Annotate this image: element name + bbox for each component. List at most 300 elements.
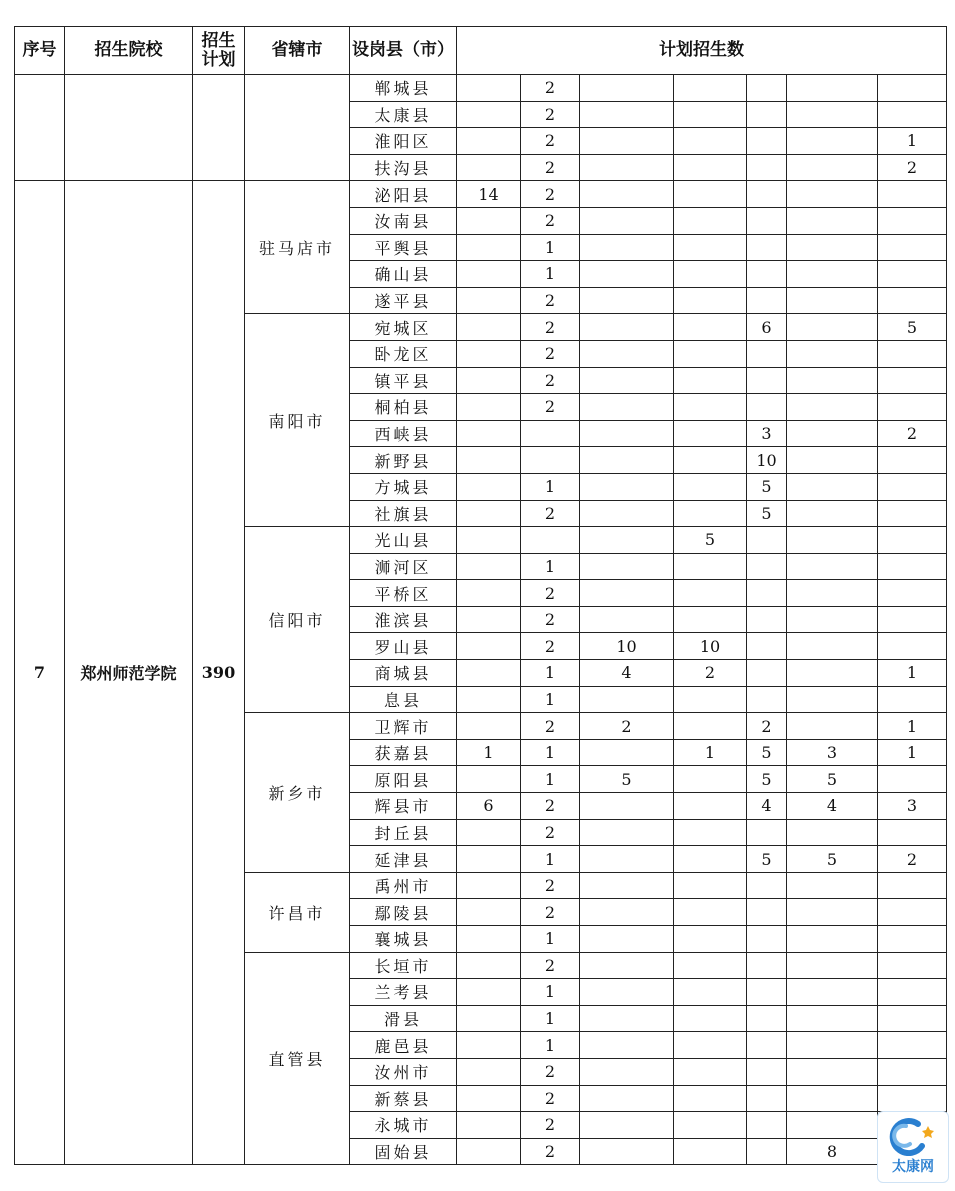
quota-cell (787, 207, 878, 234)
county-cell: 太康县 (350, 101, 457, 128)
county-cell: 兰考县 (350, 979, 457, 1006)
quota-cell (457, 686, 521, 713)
quota-cell (521, 447, 580, 474)
quota-cell: 2 (521, 606, 580, 633)
quota-cell: 1 (521, 846, 580, 873)
quota-cell (580, 181, 674, 208)
quota-cell (747, 75, 787, 102)
quota-cell (747, 287, 787, 314)
quota-cell: 1 (521, 926, 580, 953)
seq-cell-carryover (15, 75, 65, 181)
quota-cell (674, 181, 747, 208)
quota-cell (787, 181, 878, 208)
quota-cell (580, 128, 674, 155)
quota-cell (878, 580, 947, 607)
quota-cell (580, 527, 674, 554)
quota-cell: 2 (521, 154, 580, 181)
quota-cell: 6 (747, 314, 787, 341)
quota-cell (878, 447, 947, 474)
quota-cell (674, 340, 747, 367)
quota-cell (747, 181, 787, 208)
quota-cell (747, 1058, 787, 1085)
quota-cell: 2 (521, 819, 580, 846)
quota-cell (580, 899, 674, 926)
quota-cell (878, 979, 947, 1006)
quota-cell (457, 234, 521, 261)
quota-cell (580, 1085, 674, 1112)
quota-cell (787, 952, 878, 979)
quota-cell (674, 234, 747, 261)
header-county: 设岗县（市） (350, 27, 457, 75)
quota-cell (457, 1058, 521, 1085)
quota-cell (457, 340, 521, 367)
quota-cell (457, 766, 521, 793)
table-row (15, 181, 947, 208)
quota-cell (787, 367, 878, 394)
quota-cell (787, 553, 878, 580)
quota-cell (878, 473, 947, 500)
quota-cell (787, 261, 878, 288)
county-cell: 光山县 (350, 527, 457, 554)
city-cell: 驻马店市 (245, 181, 350, 314)
county-cell: 原阳县 (350, 766, 457, 793)
quota-cell (674, 766, 747, 793)
quota-cell: 14 (457, 181, 521, 208)
county-cell: 延津县 (350, 846, 457, 873)
quota-cell (580, 234, 674, 261)
quota-cell: 2 (580, 713, 674, 740)
quota-cell (457, 287, 521, 314)
quota-cell: 2 (521, 181, 580, 208)
quota-cell (747, 926, 787, 953)
quota-cell (787, 1112, 878, 1139)
quota-cell (457, 1005, 521, 1032)
quota-cell (787, 420, 878, 447)
quota-cell: 2 (521, 367, 580, 394)
quota-cell: 5 (747, 500, 787, 527)
quota-cell: 5 (878, 314, 947, 341)
quota-cell: 5 (787, 846, 878, 873)
county-cell: 罗山县 (350, 633, 457, 660)
quota-cell (747, 1112, 787, 1139)
quota-cell: 1 (521, 686, 580, 713)
quota-cell: 5 (747, 739, 787, 766)
watermark-logo (877, 1111, 949, 1183)
quota-cell (674, 101, 747, 128)
quota-cell (457, 394, 521, 421)
county-cell: 平舆县 (350, 234, 457, 261)
quota-cell (878, 101, 947, 128)
institution-cell-carryover (65, 75, 193, 181)
county-cell: 扶沟县 (350, 154, 457, 181)
quota-cell (457, 606, 521, 633)
quota-cell (787, 527, 878, 554)
quota-cell (747, 394, 787, 421)
quota-cell: 2 (521, 713, 580, 740)
city-cell-carryover (245, 75, 350, 181)
quota-cell (747, 952, 787, 979)
quota-cell (674, 713, 747, 740)
quota-cell: 2 (521, 872, 580, 899)
quota-cell (878, 181, 947, 208)
quota-cell (747, 154, 787, 181)
quota-cell (580, 846, 674, 873)
quota-cell: 3 (878, 793, 947, 820)
quota-cell (457, 979, 521, 1006)
quota-cell (457, 553, 521, 580)
quota-cell (674, 1032, 747, 1059)
quota-cell (580, 1138, 674, 1165)
quota-cell (787, 101, 878, 128)
quota-cell (580, 500, 674, 527)
quota-cell: 2 (521, 75, 580, 102)
quota-cell (674, 261, 747, 288)
header-seq: 序号 (15, 27, 65, 75)
quota-cell: 10 (747, 447, 787, 474)
county-cell: 平桥区 (350, 580, 457, 607)
quota-cell (457, 1112, 521, 1139)
quota-cell: 2 (521, 899, 580, 926)
quota-cell: 2 (521, 340, 580, 367)
quota-cell (580, 1112, 674, 1139)
quota-cell (457, 872, 521, 899)
quota-cell (787, 606, 878, 633)
quota-cell (457, 75, 521, 102)
county-cell: 鄢陵县 (350, 899, 457, 926)
quota-cell (580, 926, 674, 953)
institution-cell: 郑州师范学院 (65, 181, 193, 1165)
quota-cell: 1 (878, 660, 947, 687)
quota-cell (457, 899, 521, 926)
quota-cell (747, 1032, 787, 1059)
quota-cell (747, 899, 787, 926)
county-cell: 固始县 (350, 1138, 457, 1165)
quota-cell (580, 793, 674, 820)
quota-cell (787, 660, 878, 687)
quota-cell (787, 819, 878, 846)
quota-cell (674, 979, 747, 1006)
quota-cell (580, 606, 674, 633)
quota-cell (747, 234, 787, 261)
quota-cell (674, 1005, 747, 1032)
quota-cell (878, 75, 947, 102)
quota-cell (747, 1005, 787, 1032)
quota-cell: 3 (747, 420, 787, 447)
quota-cell: 10 (674, 633, 747, 660)
quota-cell (457, 473, 521, 500)
quota-cell: 2 (521, 128, 580, 155)
quota-cell (878, 633, 947, 660)
quota-cell (457, 846, 521, 873)
quota-cell (674, 447, 747, 474)
quota-cell (747, 553, 787, 580)
quota-cell: 1 (878, 713, 947, 740)
quota-cell: 2 (521, 1112, 580, 1139)
taikang-logo-icon (878, 1116, 948, 1156)
city-cell: 南阳市 (245, 314, 350, 527)
quota-cell: 2 (878, 420, 947, 447)
quota-cell: 5 (787, 766, 878, 793)
quota-cell: 5 (580, 766, 674, 793)
quota-cell (580, 261, 674, 288)
quota-cell (674, 553, 747, 580)
quota-cell (787, 75, 878, 102)
quota-cell (747, 660, 787, 687)
quota-cell (580, 979, 674, 1006)
quota-cell (878, 766, 947, 793)
quota-cell (878, 899, 947, 926)
quota-cell: 4 (787, 793, 878, 820)
quota-cell (747, 367, 787, 394)
quota-cell (580, 686, 674, 713)
quota-cell (787, 580, 878, 607)
quota-cell: 8 (787, 1138, 878, 1165)
quota-cell (674, 580, 747, 607)
county-cell: 确山县 (350, 261, 457, 288)
quota-cell (878, 394, 947, 421)
quota-cell: 5 (674, 527, 747, 554)
header-quota: 计划招生数 (457, 27, 947, 75)
quota-cell (674, 1085, 747, 1112)
quota-cell (878, 872, 947, 899)
quota-cell (674, 606, 747, 633)
county-cell: 新蔡县 (350, 1085, 457, 1112)
header-row (15, 27, 947, 75)
quota-cell: 1 (674, 739, 747, 766)
quota-cell: 2 (521, 394, 580, 421)
quota-cell: 5 (747, 766, 787, 793)
quota-cell (674, 75, 747, 102)
quota-cell (580, 553, 674, 580)
quota-cell (787, 872, 878, 899)
county-cell: 浉河区 (350, 553, 457, 580)
county-cell: 汝南县 (350, 207, 457, 234)
quota-cell (747, 1085, 787, 1112)
quota-cell (674, 314, 747, 341)
quota-cell (878, 686, 947, 713)
county-cell: 新野县 (350, 447, 457, 474)
quota-cell (787, 500, 878, 527)
quota-cell (787, 314, 878, 341)
quota-cell (580, 340, 674, 367)
quota-cell (787, 979, 878, 1006)
quota-cell (674, 899, 747, 926)
quota-cell: 1 (878, 128, 947, 155)
quota-cell (787, 287, 878, 314)
quota-cell (674, 1138, 747, 1165)
watermark-label: 太康网 (892, 1159, 934, 1175)
quota-cell (457, 1138, 521, 1165)
quota-cell (580, 473, 674, 500)
county-cell: 辉县市 (350, 793, 457, 820)
header-city: 省辖市 (245, 27, 350, 75)
quota-cell: 1 (521, 261, 580, 288)
quota-cell (787, 234, 878, 261)
quota-cell: 2 (521, 793, 580, 820)
quota-cell: 2 (521, 633, 580, 660)
quota-cell (747, 340, 787, 367)
quota-cell (878, 287, 947, 314)
quota-cell (747, 606, 787, 633)
quota-cell (674, 500, 747, 527)
county-cell: 镇平县 (350, 367, 457, 394)
quota-cell: 2 (878, 154, 947, 181)
quota-cell (457, 633, 521, 660)
quota-cell: 1 (521, 766, 580, 793)
quota-cell (878, 606, 947, 633)
quota-cell (674, 128, 747, 155)
header-plan: 招生 计划 (193, 27, 245, 75)
quota-cell (787, 899, 878, 926)
quota-cell (580, 394, 674, 421)
county-cell: 宛城区 (350, 314, 457, 341)
quota-cell (787, 1085, 878, 1112)
quota-cell (580, 1032, 674, 1059)
seq-cell: 7 (15, 181, 65, 1165)
quota-cell (674, 686, 747, 713)
quota-cell (580, 1058, 674, 1085)
quota-cell (878, 340, 947, 367)
quota-cell: 4 (580, 660, 674, 687)
quota-cell (521, 420, 580, 447)
quota-cell: 2 (674, 660, 747, 687)
county-cell: 方城县 (350, 473, 457, 500)
county-cell: 获嘉县 (350, 739, 457, 766)
county-cell: 淮滨县 (350, 606, 457, 633)
quota-cell (787, 633, 878, 660)
quota-cell (457, 154, 521, 181)
quota-cell (878, 207, 947, 234)
city-cell: 信阳市 (245, 527, 350, 713)
county-cell: 泌阳县 (350, 181, 457, 208)
quota-cell: 6 (457, 793, 521, 820)
quota-cell (747, 979, 787, 1006)
quota-cell (674, 420, 747, 447)
county-cell: 西峡县 (350, 420, 457, 447)
quota-cell (674, 872, 747, 899)
quota-cell (674, 473, 747, 500)
quota-cell: 1 (521, 660, 580, 687)
quota-cell (457, 660, 521, 687)
quota-cell (747, 527, 787, 554)
quota-cell: 5 (747, 846, 787, 873)
quota-cell (674, 154, 747, 181)
plan-cell-carryover (193, 75, 245, 181)
quota-cell: 1 (521, 473, 580, 500)
quota-cell (674, 1058, 747, 1085)
quota-cell (674, 819, 747, 846)
quota-cell: 5 (747, 473, 787, 500)
quota-cell (878, 1058, 947, 1085)
county-cell: 卫辉市 (350, 713, 457, 740)
quota-cell: 3 (787, 739, 878, 766)
quota-cell: 2 (521, 314, 580, 341)
table-body (15, 75, 947, 1165)
county-cell: 长垣市 (350, 952, 457, 979)
quota-cell (674, 287, 747, 314)
quota-cell (580, 367, 674, 394)
quota-cell (457, 1085, 521, 1112)
county-cell: 永城市 (350, 1112, 457, 1139)
quota-cell (457, 926, 521, 953)
county-cell: 息县 (350, 686, 457, 713)
quota-cell (674, 394, 747, 421)
quota-cell (878, 952, 947, 979)
quota-cell (457, 207, 521, 234)
quota-cell: 2 (521, 580, 580, 607)
quota-table (14, 26, 947, 1165)
quota-cell (580, 739, 674, 766)
quota-cell: 2 (521, 952, 580, 979)
quota-cell (580, 872, 674, 899)
quota-cell: 1 (521, 234, 580, 261)
quota-cell (674, 367, 747, 394)
county-cell: 滑县 (350, 1005, 457, 1032)
quota-cell (747, 580, 787, 607)
quota-cell (878, 261, 947, 288)
county-cell: 桐柏县 (350, 394, 457, 421)
county-cell: 商城县 (350, 660, 457, 687)
county-cell: 郸城县 (350, 75, 457, 102)
quota-cell (787, 1005, 878, 1032)
quota-cell (747, 1138, 787, 1165)
quota-cell (747, 872, 787, 899)
quota-cell (787, 128, 878, 155)
quota-cell: 2 (521, 1085, 580, 1112)
quota-cell (457, 101, 521, 128)
quota-cell (580, 75, 674, 102)
quota-cell (580, 101, 674, 128)
county-cell: 汝州市 (350, 1058, 457, 1085)
quota-cell (457, 261, 521, 288)
quota-cell: 2 (521, 500, 580, 527)
county-cell: 鹿邑县 (350, 1032, 457, 1059)
quota-cell (457, 314, 521, 341)
quota-cell (878, 819, 947, 846)
quota-cell (674, 793, 747, 820)
quota-cell (878, 926, 947, 953)
quota-cell (747, 101, 787, 128)
quota-cell (580, 580, 674, 607)
quota-cell: 1 (521, 553, 580, 580)
header-institution: 招生院校 (65, 27, 193, 75)
quota-cell: 2 (521, 287, 580, 314)
quota-cell: 2 (521, 1138, 580, 1165)
quota-cell (580, 819, 674, 846)
quota-cell: 1 (521, 739, 580, 766)
quota-cell (787, 713, 878, 740)
quota-cell (878, 1085, 947, 1112)
quota-cell (878, 527, 947, 554)
quota-cell: 2 (521, 101, 580, 128)
quota-cell: 2 (521, 1058, 580, 1085)
quota-cell (878, 553, 947, 580)
quota-cell (878, 500, 947, 527)
quota-cell (457, 819, 521, 846)
quota-cell (747, 261, 787, 288)
quota-cell (580, 420, 674, 447)
county-cell: 遂平县 (350, 287, 457, 314)
quota-cell (457, 128, 521, 155)
quota-cell (878, 1032, 947, 1059)
quota-cell (787, 686, 878, 713)
quota-cell (787, 1058, 878, 1085)
quota-cell (457, 447, 521, 474)
quota-cell (580, 314, 674, 341)
quota-cell (878, 234, 947, 261)
county-cell: 封丘县 (350, 819, 457, 846)
city-cell: 直管县 (245, 952, 350, 1165)
